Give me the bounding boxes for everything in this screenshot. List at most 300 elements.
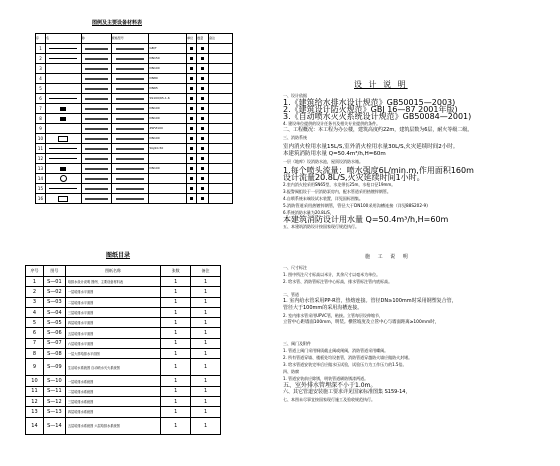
legend-mark [190,77,193,80]
drawing-note: 1 [191,349,221,359]
legend-cell [197,164,209,174]
legend-cell [197,184,209,194]
drawing-count: 1 [161,386,191,396]
drawing-name: 五层给排水平面图 [65,328,160,338]
col-header-code: 图号 [43,266,65,277]
cnote-17: 七、本图未尽事宜按国家现行施工及验收规范执行。 [283,397,375,402]
design-notes-title: 设 计 说 明 [354,80,408,89]
drawing-count: 1 [161,359,191,376]
legend-row-number: 7 [36,104,46,114]
legend-cell [187,104,197,114]
cnote-1: 一、尺寸标注 [283,265,307,270]
legend-name [81,94,111,104]
drawing-name: 二层给排水系统图 [65,386,160,396]
legend-name-bar [85,168,108,170]
legend-spec [149,184,187,194]
legend-mark [190,157,193,160]
drawing-note: 1 [191,338,221,348]
drawing-code: S—13 [43,407,65,417]
legend-model [111,194,149,204]
legend-cell [209,74,233,84]
legend-model [111,154,149,164]
drawing-count: 1 [161,417,191,434]
drawing-code: S—07 [43,338,65,348]
drawing-code: S—11 [43,386,65,396]
legend-table [35,33,233,204]
legend-cell [197,74,209,84]
legend-cell [197,94,209,104]
legend-mark [190,47,193,50]
legend-header-cell: 备注 [209,34,233,44]
legend-mark [201,137,204,140]
fire-note-6: 2.室内消火栓采用SN65型，水龙带长25m，水枪口径19mm。 [283,182,396,187]
drawing-count: 1 [161,287,191,297]
cnote-14: 1. 管道安装前应除锈，明装管道刷防锈漆两道。 [283,376,369,381]
cnote-6: 管径大于100mm的采用沟槽连接。 [283,305,363,311]
drawing-count: 1 [161,338,191,348]
fire-note-11: 本建筑消防设计用水量 Q=50.4m³/h,H=60m [283,215,449,224]
drawing-note: 1 [191,417,221,434]
legend-mark [201,197,204,200]
pipe-line-icon [49,98,77,99]
legend-model-bar [116,88,145,90]
legend-table-title: 图例及主要设备材料表 [92,20,143,26]
legend-header-row [36,34,233,44]
legend-header-cell: 数量 [197,34,209,44]
drawing-name: 六层给排水平面图 [65,338,160,348]
legend-row [36,184,233,194]
drawing-name: 给排水设计说明 图例、主要设备材料表 [65,277,160,287]
legend-name-bar [85,48,108,50]
legend-symbol [45,164,81,174]
legend-cell [187,184,197,194]
legend-spec: DN100 [149,114,187,124]
drawing-code: S—09 [43,359,65,376]
section-design-basis: 一、设计依据 [283,93,307,98]
legend-cell [209,54,233,64]
legend-model-bar [116,78,145,80]
legend-model [111,84,149,94]
legend-cell [197,64,209,74]
legend-cell [197,154,209,164]
legend-cell [209,144,233,154]
drawing-number: 3 [26,297,44,307]
legend-cell [187,124,197,134]
box-icon [58,136,68,142]
legend-model [111,184,149,194]
drawing-code: S—08 [43,349,65,359]
legend-mark [190,117,193,120]
fire-note-3: 一层（地库）设消防水池，屋顶设消防水箱。 [283,159,363,164]
legend-row [36,194,233,204]
legend-name [81,154,111,164]
fire-note-7: 3.报警阀组设于一层消防泵房内，配水管道采用热镀锌钢管。 [283,189,391,194]
legend-cell [209,124,233,134]
legend-row [36,44,233,54]
cnote-13: 四、防腐 [283,369,299,374]
legend-name [81,54,111,64]
legend-row [36,54,233,64]
legend-cell [209,104,233,114]
drawing-name: 四层给排水系统图 [65,407,160,417]
legend-cell [187,164,197,174]
legend-mark [201,57,204,60]
legend-name-bar [85,68,108,70]
cnote-9: 三、阀门及附件 [283,341,311,346]
cnote-5: 1. 室内给水管采用PP-R管，热熔连接。管径DN≥100mm时采用钢塑复合管， [283,298,457,304]
legend-name-bar [85,58,108,60]
legend-name-bar [85,108,108,110]
legend-spec: DN100 [149,104,187,114]
legend-cell [197,104,209,114]
legend-cell [197,174,209,184]
legend-row-number: 14 [36,174,46,184]
drawing-code: S—02 [43,287,65,297]
legend-mark [201,167,204,170]
legend-cell [187,134,197,144]
legend-row [36,74,233,84]
legend-cell [209,84,233,94]
col-header-note: 备注 [191,266,221,277]
cnote-4: 二、管道 [283,292,299,297]
drawing-note: 1 [191,386,221,396]
drawing-row [26,297,221,307]
cnote-15: 五、室外排水管埋深不小于1.0m。 [283,382,377,389]
cnote-7: 2. 室内排水管采用UPVC管，粘接。立管每层设伸缩节， [283,313,383,318]
legend-model [111,44,149,54]
legend-cell [209,174,233,184]
legend-mark [201,117,204,120]
legend-row-number: 9 [36,124,46,134]
drawing-count: 1 [161,396,191,406]
drawing-number: 10 [26,376,44,386]
legend-spec [149,154,187,164]
legend-header-cell: 称 [81,34,111,44]
legend-cell [197,124,209,134]
legend-name [81,144,111,154]
legend-row-number: 11 [36,144,46,154]
standard-2: 2.《建筑设计防火规范》GBJ 16—87 2001年版) [283,105,458,114]
legend-mark [201,87,204,90]
drawing-number: 9 [26,359,44,376]
legend-name-bar [85,148,108,150]
legend-cell [209,154,233,164]
legend-mark [201,97,204,100]
legend-cell [187,144,197,154]
legend-cell [187,54,197,64]
legend-name [81,194,111,204]
legend-spec: SS100/65-1.6 [149,94,187,104]
legend-model [111,124,149,134]
drawing-note: 1 [191,407,221,417]
drawing-number: 1 [26,277,44,287]
drawing-count: 1 [161,297,191,307]
legend-model-bar [116,188,145,190]
valve-icon [60,117,66,121]
legend-model [111,114,149,124]
drawing-number: 6 [26,328,44,338]
legend-row [36,134,233,144]
legend-row-number: 3 [36,64,46,74]
legend-mark [190,147,193,150]
drawing-name: 一层给排水平面图 [65,287,160,297]
legend-mark [201,47,204,50]
legend-symbol [45,44,81,54]
legend-mark [190,177,193,180]
drawing-note: 1 [191,277,221,287]
cnote-11: 2. 所有管道穿墙、楼板处均设套管，消防管道穿越防火墙应做防火封堵。 [283,355,413,360]
legend-cell [187,154,197,164]
cnote-3: 2. 给水管、消防管标注管中心标高，排水管标注管内底标高。 [283,279,393,284]
legend-symbol [45,114,81,124]
legend-row-number: 15 [36,184,46,194]
fire-note-9: 5.消防管道采用热镀锌钢管，管径大于DN100采用沟槽连接（详见88S202-9) [283,203,428,208]
legend-mark [201,77,204,80]
legend-symbol [45,54,81,64]
legend-model [111,54,149,64]
legend-symbol [45,74,81,84]
legend-mark [190,127,193,130]
legend-cell [197,84,209,94]
section-fire: 三、消防系统 [283,135,307,140]
legend-row-number: 16 [36,194,46,204]
drawing-name: 四层给排水平面图 [65,318,160,328]
drawing-code: S—01 [43,277,65,287]
legend-row-number: 6 [36,94,46,104]
legend-spec: ZSFZ100 [149,124,187,134]
legend-cell [187,84,197,94]
legend-model-bar [116,108,145,110]
legend-symbol [45,84,81,94]
drawing-name: 五层给排水系统图 六层给排水系统图 [65,417,160,434]
legend-model-bar [116,178,145,180]
legend-mark [190,197,193,200]
cnote-16: 六、其它管道安装施工要求详见国家标准图集 S159-14， [283,389,411,395]
drawing-list-table [25,265,221,435]
legend-spec: DN65 [149,84,187,94]
legend-mark [201,157,204,160]
legend-mark [190,87,193,90]
legend-name-bar [85,78,108,80]
legend-mark [190,67,193,70]
legend-cell [197,54,209,64]
legend-spec [149,174,187,184]
legend-cell [197,114,209,124]
fire-note-10: 6.系统消防水量为20.8L/S， [283,210,334,215]
legend-cell [187,74,197,84]
design-notes-body [283,92,474,230]
construction-notes-body [283,264,457,403]
circle-icon [60,175,67,182]
legend-model-bar [116,98,145,100]
legend-model [111,94,149,104]
legend-symbol [45,154,81,164]
drawing-number: 5 [26,318,44,328]
drawing-row [26,318,221,328]
legend-name-bar [85,198,108,200]
legend-mark [201,107,204,110]
standard-3: 3.《自动喷水灭火系统设计规范》GB50084—2001) [283,112,472,121]
drawing-row [26,277,221,287]
legend-cell [209,114,233,124]
standard-4: 4. 建设单位提供的设计任务书及相关专业提供的条件。 [283,121,381,126]
legend-row [36,124,233,134]
drawing-name: 二层给排水平面图 [65,297,160,307]
drawing-code: S—04 [43,307,65,317]
legend-row-number: 13 [36,164,46,174]
legend-mark [190,187,193,190]
legend-name [81,114,111,124]
drawing-row [26,338,221,348]
legend-model-bar [116,128,145,130]
drawing-count: 1 [161,376,191,386]
legend-model [111,134,149,144]
legend-cell [187,44,197,54]
legend-mark [190,97,193,100]
legend-mark [190,57,193,60]
drawing-row [26,376,221,386]
legend-header-cell: 单位 [187,34,197,44]
legend-name [81,134,111,144]
legend-name-bar [85,158,108,160]
drawing-code: S—10 [43,376,65,386]
drawing-count: 1 [161,349,191,359]
legend-symbol [45,134,81,144]
legend-header-cell: 序 [36,34,46,44]
legend-cell [209,184,233,194]
drawing-name: 三层给排水系统图 [65,396,160,406]
legend-model-bar [116,58,145,60]
fire-note-8: 4.自喷系统末端设试水装置，详见国标图集。 [283,196,363,201]
legend-spec: DN100 [149,164,187,174]
legend-cell [209,94,233,104]
drawing-number: 4 [26,307,44,317]
legend-model-bar [116,168,145,170]
legend-cell [197,134,209,144]
legend-name-bar [85,138,108,140]
legend-cell [187,64,197,74]
legend-symbol [45,174,81,184]
drawing-name: 生活给水系统图 自动喷水灭火系统图 [65,359,160,376]
construction-notes-title: 施 工 说 明 [365,254,411,260]
legend-spec: DN100 [149,64,187,74]
drawing-code: S—05 [43,318,65,328]
legend-cell [187,114,197,124]
drawing-code: S—12 [43,396,65,406]
legend-mark [190,137,193,140]
legend-row-number: 10 [36,134,46,144]
legend-cell [197,194,209,204]
legend-name [81,174,111,184]
legend-model-bar [116,48,145,50]
legend-symbol [45,64,81,74]
cnote-8: 立管中心距墙面100mm，明装。横管坡度及立管中心与墙面距离≥100mm时， [283,320,440,325]
drawing-name: 三层给排水平面图 [65,307,160,317]
legend-spec: DN150 [149,54,187,64]
legend-cell [209,64,233,74]
legend-spec [149,194,187,204]
legend-cell [187,194,197,204]
legend-header-cell [149,34,187,44]
drawing-row [26,359,221,376]
legend-model-bar [116,138,145,140]
standard-1: 1.《建筑给水排水设计规范》GB50015—2003) [283,98,456,107]
legend-header-cell: 名 [45,34,81,44]
pipe-line-icon [49,158,77,159]
legend-name [81,164,111,174]
legend-cell [197,144,209,154]
legend-name [81,44,111,54]
legend-spec: DN80 [149,74,187,84]
legend-model [111,104,149,114]
legend-symbol [45,124,81,134]
drawing-count: 1 [161,307,191,317]
legend-name-bar [85,128,108,130]
legend-spec: SGJ10-50 [149,144,187,154]
col-header-count: 张数 [161,266,191,277]
drawing-count: 1 [161,277,191,287]
cnote-10: 1. 管道上阀门采用铜质截止阀或闸阀，消防管道采用蝶阀。 [283,348,389,353]
legend-row-number: 8 [36,114,46,124]
legend-symbol [45,144,81,154]
fire-note-12: 五、本建筑消防设计按国家现行规范执行。 [283,224,359,229]
legend-row-number: 12 [36,154,46,164]
legend-cell [209,134,233,144]
drawing-note: 1 [191,359,221,376]
legend-mark [201,187,204,190]
legend-name [81,64,111,74]
drawing-row [26,407,221,417]
legend-row [36,104,233,114]
drawing-row [26,417,221,434]
pipe-line-icon [49,58,77,59]
legend-name-bar [85,98,108,100]
legend-name [81,184,111,194]
legend-mark [201,127,204,130]
legend-name [81,124,111,134]
cnote-12: 3. 给水管道安装完毕后应做水压试验，试验压力为工作压力的1.5倍。 [283,362,407,367]
legend-cell [187,174,197,184]
legend-model-bar [116,158,145,160]
legend-cell [187,94,197,104]
legend-name-bar [85,178,108,180]
pipe-line-icon [49,48,77,49]
drawing-code: S—14 [43,417,65,434]
legend-mark [190,107,193,110]
drawing-code: S—06 [43,328,65,338]
legend-name-bar [85,118,108,120]
drawing-number: 11 [26,386,44,396]
legend-model-bar [116,68,145,70]
drawing-count: 1 [161,407,191,417]
drawing-number: 13 [26,407,44,417]
legend-model-bar [116,198,145,200]
drawing-number: 7 [26,338,44,348]
drawing-row [26,307,221,317]
legend-model [111,144,149,154]
cnote-2: 1. 图中所注尺寸标高以米计，其余尺寸以毫米为单位。 [283,272,381,277]
section-overview: 二、工程概况：本工程为办公楼，建筑高度约22m，建筑层数为6层，耐火等级二级。 [283,127,473,133]
fire-note-5: 设计流量20.8L/S,火灾延续时间1小时。 [283,173,425,182]
legend-model [111,164,149,174]
drawing-name: 一层大样给排水平面图 [65,349,160,359]
drawing-number: 14 [26,417,44,434]
legend-name [81,104,111,114]
legend-cell [197,44,209,54]
drawing-code: S—03 [43,297,65,307]
fire-note-1: 室内消火栓用水量15L/S,室外消火栓用水量30L/S,火灾延续时间2小时。 [283,144,459,150]
drawing-number: 12 [26,396,44,406]
